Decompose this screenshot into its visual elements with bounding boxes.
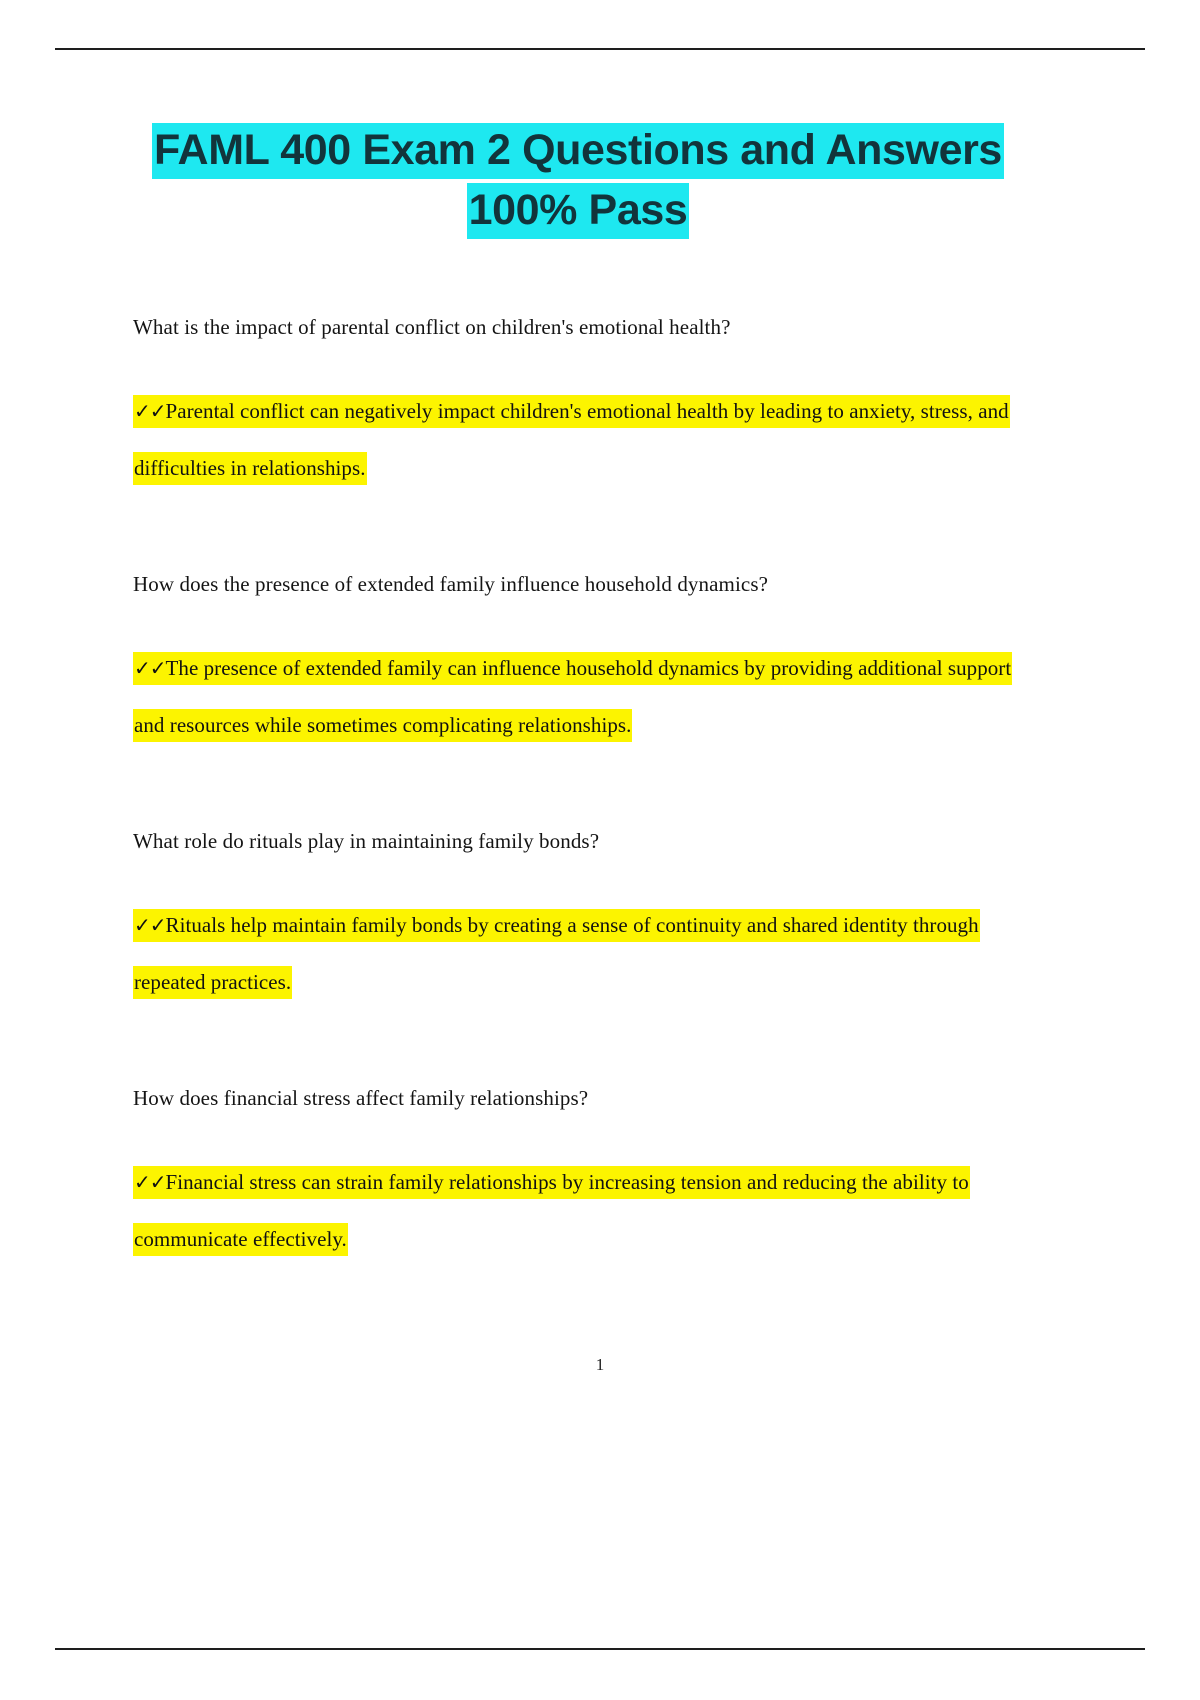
spacer [133, 240, 1023, 312]
page-content [133, 120, 1023, 1268]
page-title-highlight: FAML 400 Exam 2 Questions and Answers 100% Pass [152, 123, 1004, 239]
question-text: How does financial stress affect family relationships? [133, 1086, 589, 1110]
answer-text [133, 640, 1023, 754]
qa-block [133, 312, 1023, 497]
page-number: 1 [595, 1355, 605, 1374]
qa-block [133, 569, 1023, 754]
answer-body: Parental conflict can negatively impact children's emotional health by leading to anxiety, stress, and difficulties in relationships. [134, 399, 1009, 480]
question-text: How does the presence of extended family influence household dynamics? [133, 572, 769, 596]
spacer [133, 856, 1023, 897]
answer-highlight [133, 395, 1010, 485]
spacer [133, 1011, 1023, 1083]
answer-text [133, 897, 1023, 1011]
question-text: What is the impact of parental conflict on children's emotional health? [133, 315, 731, 339]
answer-highlight [133, 1166, 970, 1256]
answer-body: The presence of extended family can influence household dynamics by providing additional support and resources while sometimes complicating relationships. [134, 656, 1012, 737]
spacer [133, 342, 1023, 383]
footer-rule [55, 1648, 1145, 1650]
question-text: What role do rituals play in maintaining family bonds? [133, 829, 600, 853]
answer-body: Rituals help maintain family bonds by creating a sense of continuity and shared identity through repeated practices. [134, 913, 979, 994]
qa-block [133, 826, 1023, 1011]
qa-block [133, 1083, 1023, 1268]
answer-highlight [133, 909, 980, 999]
page-title [133, 120, 1023, 240]
double-check-icon: ✓✓ [134, 1170, 166, 1194]
double-check-icon: ✓✓ [134, 656, 166, 680]
answer-text [133, 1154, 1023, 1268]
spacer [133, 599, 1023, 640]
answer-text [133, 383, 1023, 497]
double-check-icon: ✓✓ [134, 399, 166, 423]
header-rule [55, 48, 1145, 50]
spacer [133, 754, 1023, 826]
double-check-icon: ✓✓ [134, 913, 166, 937]
spacer [133, 497, 1023, 569]
spacer [133, 1113, 1023, 1154]
answer-highlight [133, 652, 1012, 742]
answer-body: Financial stress can strain family relationships by increasing tension and reducing the ability to communicate effectively. [134, 1170, 969, 1251]
